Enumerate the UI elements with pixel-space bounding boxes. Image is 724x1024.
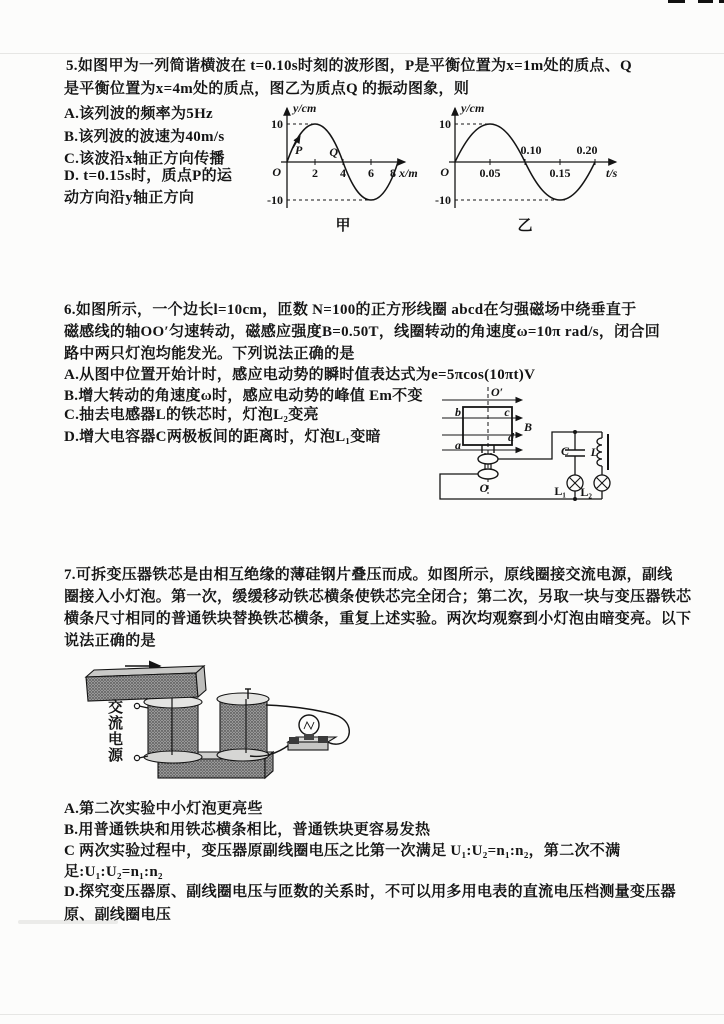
q6-option-b: B.增大转动的角速度ω时，感应电动势的峰值 Em不变	[64, 388, 423, 404]
y-axis-label: y/cm	[293, 101, 317, 115]
waveform-graph-jia	[243, 96, 433, 236]
y-tick-max: 10	[439, 117, 451, 131]
bulb-holder-clip	[289, 737, 299, 744]
corner-c-label: c	[504, 405, 510, 419]
slip-ring	[478, 454, 498, 464]
vibration-graph-yi	[430, 96, 630, 236]
q7-stem-line: 说法正确的是	[64, 633, 156, 649]
q5-option-d-wrap: 动方向沿y轴正方向	[64, 190, 195, 206]
ac-terminal	[134, 703, 139, 708]
scan-artifact-mark	[719, 0, 724, 3]
q5-stem-line: 5.如图甲为一列简谐横波在 t=0.10s时刻的波形图，P是平衡位置为x=1m处的质点、Q	[66, 58, 633, 74]
y-tick-max: 10	[271, 117, 283, 131]
ac-source-label: 交流电源	[107, 700, 123, 764]
corner-a-label: a	[455, 438, 461, 452]
corner-b-label: b	[455, 405, 461, 419]
y-axis-label: y/cm	[461, 101, 485, 115]
q6-option-a: A.从图中位置开始计时，感应电动势的瞬时值表达式为e=5πcos(10πt)V	[64, 367, 536, 383]
transformer-experiment-figure	[80, 655, 475, 805]
origin-label: O	[272, 165, 281, 179]
scan-artifact-line-top	[0, 53, 724, 54]
wire-bottom	[440, 474, 602, 499]
lamp-l2-label: L₂	[580, 485, 592, 499]
q7-option-d-wrap: 原、副线圈电压	[64, 907, 172, 923]
origin-label: O	[440, 165, 449, 179]
q6-option-d: D.增大电容器C两极板间的距离时，灯泡L₁变暗	[64, 429, 381, 445]
bulb-holder-clip	[318, 736, 328, 743]
figure-caption-jia: 甲	[335, 218, 351, 234]
q5-stem-line: 是平衡位置为x=4m处的质点，图乙为质点Q 的振动图象，则	[64, 81, 470, 97]
q5-option-c: C.该波沿x轴正方向传播	[64, 151, 225, 167]
field-b-label: B	[524, 420, 533, 434]
q7-option-a: A.第二次实验中小灯泡更亮些	[64, 801, 263, 817]
scan-artifact-mark	[668, 0, 685, 3]
primary-coil-body	[148, 702, 198, 757]
secondary-coil-top-flange	[217, 693, 269, 705]
terminal-wire	[139, 706, 148, 708]
corner-d-label: d	[508, 430, 514, 444]
capacitor-label: C	[560, 444, 569, 458]
generator-circuit-figure	[430, 382, 690, 522]
point-p-label: P	[295, 143, 303, 157]
q5-option-d: D. t=0.15s时，质点P的运	[64, 168, 233, 184]
y-tick-min: -10	[267, 193, 283, 207]
secondary-coil-bottom-flange	[217, 749, 269, 761]
t-tick-020: 0.20	[576, 143, 598, 157]
bulb-screw-base	[304, 734, 314, 740]
q7-stem-line: 圈接入小灯泡。第一次，缓缓移动铁芯横条使铁芯完全闭合；第二次，另取一块与变压器铁芯	[64, 589, 692, 605]
point-q-label: Q	[329, 145, 338, 159]
q6-stem-line: 6.如图所示，一个边长l=10cm，匝数 N=100的正方形线圈 abcd在匀强磁场中绕垂直于	[64, 302, 637, 318]
y-tick-min: -10	[435, 193, 451, 207]
t-tick-010: 0.10	[520, 143, 542, 157]
inductor-label: L	[590, 445, 598, 459]
figure-caption-yi: 乙	[517, 218, 533, 234]
q7-option-b: B.用普通铁块和用铁芯横条相比，普通铁块更容易发热	[64, 822, 431, 838]
ac-terminal	[134, 755, 139, 760]
q6-stem-line: 磁感线的轴OO′匀速转动，磁感应强度B=0.50T，线圈转动的角速度ω=10π rad/s，闭合回	[64, 324, 661, 340]
slip-ring	[478, 469, 498, 479]
x-tick-8: 8	[390, 166, 396, 180]
x-tick-2: 2	[312, 166, 318, 180]
secondary-coil-body	[220, 699, 267, 755]
q7-option-c-wrap: 足:U₁:U₂=n₁:n₂	[64, 864, 163, 880]
q6-option-c: C.抽去电感器L的铁芯时，灯泡L₂变亮	[64, 407, 319, 423]
axis-bottom-label: O	[479, 481, 489, 495]
axis-top-label: O′	[491, 385, 504, 399]
q7-option-d: D.探究变压器原、副线圈电压与匝数的关系时，不可以用多用电表的直流电压档测量变压器	[64, 884, 676, 900]
q7-option-c: C 两次实验过程中，变压器原副线圈电压之比第一次满足 U₁:U₂=n₁:n₂，第二次不满	[64, 843, 621, 859]
x-tick-6: 6	[368, 166, 374, 180]
q5-option-a: A.该列波的频率为5Hz	[64, 106, 214, 122]
scan-artifact-line-bottom	[0, 1014, 724, 1015]
scan-artifact-mark	[698, 0, 713, 3]
lamp-l1-label: L₁	[554, 484, 566, 498]
q5-option-b: B.该列波的波速为40m/s	[64, 129, 225, 145]
q7-stem-line: 7.可拆变压器铁芯是由相互绝缘的薄硅钢片叠压而成。如图所示，原线圈接交流电源，副线	[64, 567, 673, 583]
q7-stem-line: 横条尺寸相同的普通铁块替换铁芯横条，重复上述实验。两次均观察到小灯泡由暗变亮。以下	[64, 611, 692, 627]
t-axis-label: t/s	[606, 166, 618, 180]
t-tick-005: 0.05	[479, 166, 501, 180]
iron-bar-front	[86, 673, 198, 701]
q6-stem-line: 路中两只灯泡均能发光。下列说法正确的是	[64, 346, 355, 362]
t-tick-015: 0.15	[549, 166, 571, 180]
x-axis-label: x/m	[399, 166, 418, 180]
primary-coil-bottom-flange	[144, 751, 202, 763]
x-tick-4: 4	[340, 166, 346, 180]
